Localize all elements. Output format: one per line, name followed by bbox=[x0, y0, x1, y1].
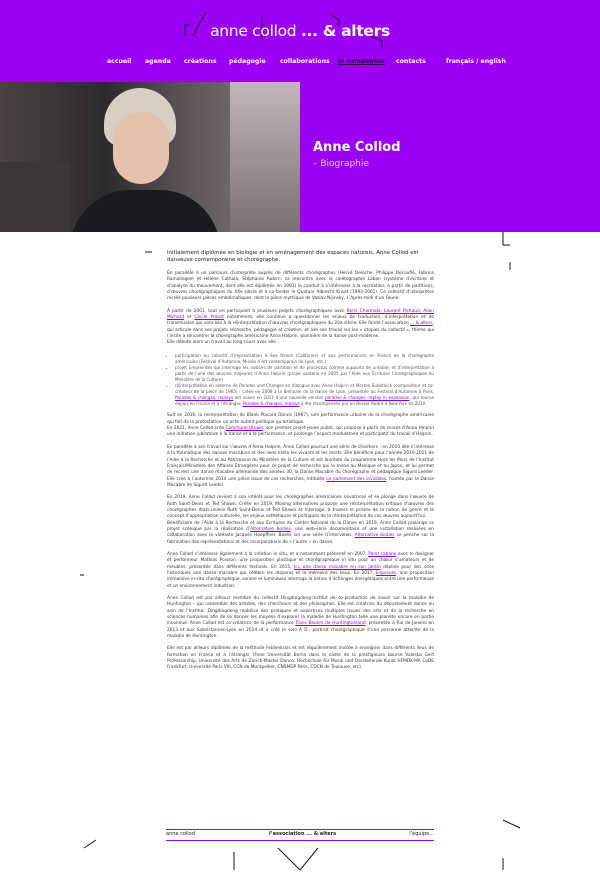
nav-creations[interactable]: créations bbox=[184, 58, 217, 65]
page-subtitle: – Biographie bbox=[313, 159, 369, 169]
portrait-photo bbox=[0, 82, 300, 232]
bio-paragraph-4: Suit en 2016, la reinterpretation de Blank Placard Dance (1967), une performance urbaine de la chorégraphe américaine qui fait de la protestation un acte autant politique qu’artistique. En 2021, Anne Collod crée Commune Utopie, son premier projet jeune public, qui propose à partir de scores d’Anna Halprin une initiation jubilatoire à la danse et à la performance, et prolonge l’aspect modulatoire et participatif du travail d’Halprin. bbox=[167, 413, 434, 438]
footer-link-anne-collod[interactable]: anne collod bbox=[166, 831, 195, 837]
bio-paragraph-6: En 2019, Anne Collod revient à son intérêt pour les chorégraphes américaines novatrices et se plonge dans l’œuvre de Ruth Saint-Denis et Ted Shawn. Créée en 2019, Moving alternatives propose une réinterprétation critique d’œuvres des chorégraphes états-uniens Ruth Saint-Denis et Ted Shawn et interroge, à travers le prisme de la notion de genre et le concept d’appropriation culturelle, les enjeux esthétiques et politiques de la réinterprétation de ces œuvres aujourd’hui. Bénéficiaire de l’Aide à la Recherche et aux Écritures du Centre National de la Danse en 2019, Anne Collod prolonge ce projet scénique par la réalisation d’Alternative bodies, une web-série documentaire et une installation réalisées en collaboration avec le vidéaste Jacques Hoepffner. Basée sur une série d’interviews, Alternative bodies se penche sur la fabrication des représentations et des incorporations de « l’autre » en danse. bbox=[167, 495, 434, 545]
bio-paragraph-7: Anne Collod s’intéresse également à la création in situ, et a notamment présenté en 2007, Parel cabane avec le designer et performeur Mathias Poisson, une proposition plastique et chorégraphique in situ pour un chœur d’amateurs et de meubles, présentée dans différents festivals. En 2015, Ici, une danse macabre en son jardin déploie pour des sites historiques une danse macabre qui célèbre les disparus et la mémoire des lieux. En 2017, Exposure, une proposition immersive in-situ chorégraphique, sonore et lumineuse interroge la notion d’échanges énergétiques entre une performeuse et un environnement industriel. bbox=[167, 551, 435, 589]
link-association[interactable]: ... & alters bbox=[410, 321, 433, 327]
bio-paragraph-9: Elle est par ailleurs diplômée de la méthode Feldenkrais et est régulièrement invitée à enseigner dans différents lieux de formation en France et à l’étranger (Freie Universität Berlin dans le cadre de la prestigieuse bourse Valeska Gert Professorship, Université des Arts de Zurich-Master Dance, Hochschule für Musik und Darstellende Kunst HFMDK-MA CoDE Frankfurt, Université Paris VIII, CCN de Montpellier, CNSMDP Paris, CDCN de Toulouse, etc). bbox=[167, 646, 434, 671]
bio-paragraph-8: Anne Collod est par ailleurs membre du collectif Dingdingdong-Institut de co-production de savoir sur la maladie de Huntington – qui rassemble des artistes, des chercheurs et des philosophes. Elle est créatrice du département danse au sein de l’Institut. Dingdingdong mobilise des pratiques et expertises multiples issues des arts et de la recherche en sciences humaines afin de se donner les moyens d’explorer la maladie de Huntington telle une planète encore en partie inconnue. Anne Collod est co-créatrice de la performance Trans Bauers de Huntingtonland, présentée à Rio de Janeiro en 2013 et aux Subsistances-Lyon en 2014 et a créé le solo À D., portrait chorégraphique d’une personne atteinte de la maladie de Huntington. bbox=[167, 596, 435, 640]
link-parlement-invisibles[interactable]: Le parlement des invisibles bbox=[326, 476, 387, 482]
nav-la-compagnie[interactable]: la compagnie bbox=[338, 58, 385, 65]
link-alternative-bodies[interactable]: Alternative bodies bbox=[250, 526, 291, 532]
site-logo[interactable] bbox=[0, 22, 600, 40]
link-parades-expansion[interactable]: parades & changes, replay in expansion bbox=[324, 395, 410, 401]
site-header bbox=[0, 0, 600, 82]
bio-paragraph-1: En parallèle à un parcours d’interprète auprès de différents chorégraphes (Hervé Deloche, Philippe Decouflé, Fabrice Ramalingom et Hélène Cathala, Stéphanie Aubin), sa rencontre avec la cinétographie Laban (système d’écriture et d’analyse du mouvement, dont elle est diplômée en 1993) la conduit à s’intéresser à la recréation, à partir de partitions, d’œuvres chorégraphiques du XXe siècle et à co-fonder le Quatuor Albrecht Knust (1993-2001). Ce collectif d’interprètes recrée plusieurs pièces emblématiques, dont la pièce mythique de Vaslav Nijinsky, L’Après-midi d’un Faune. bbox=[167, 270, 434, 302]
logo-name: anne collod bbox=[210, 22, 301, 40]
nav-collaborations[interactable]: collaborations bbox=[280, 58, 330, 65]
nav-language-switch[interactable]: français / english bbox=[446, 58, 506, 65]
list-item: • réinterprétation en externe de Parades and Changes en dialogue avec Anna Halprin et Morton Subotnick (compositeur et co-créateur de la pièce de 1965) : créée en 2008 à la Biennale de la danse de Lyon, présentée au Festival d’Automne à Paris, Parades & changes, replays est suivie en 2011 d’une nouvelle version parades & changes, replay in expansion, qui tourne depuis en France et à l’étranger. Parades & changes, replays a été récompensée par un Bessie Award à New-York en 2010. bbox=[175, 383, 434, 407]
link-alternative-bodies-2[interactable]: Alternative bodies bbox=[354, 533, 395, 539]
main-nav bbox=[0, 58, 600, 72]
biography-content bbox=[167, 250, 434, 678]
nav-contacts[interactable]: contacts bbox=[396, 58, 426, 65]
link-parades-replays[interactable]: Parades & changes, replays bbox=[242, 401, 300, 407]
projects-list bbox=[167, 353, 434, 408]
link-huntingtonland[interactable]: Trans Bauers de Huntingtonland bbox=[295, 621, 366, 627]
intro-paragraph: Initialement diplômée en biologie et en aménagement des espaces naturels, Anne Collod est danseuse contemporaine et chorégraphe. bbox=[167, 250, 419, 264]
nav-agenda[interactable]: agenda bbox=[145, 58, 171, 65]
nav-pedagogie[interactable]: pédagogie bbox=[229, 58, 266, 65]
page-title: Anne Collod bbox=[313, 140, 401, 155]
link-parades-changes[interactable]: Parades & changes, replays bbox=[175, 395, 234, 401]
list-item: • projet Empreintes qui interroge les notions de partition et de processus comme supports de création et d’interprétation à partir de l’une des œuvres majeures d’Anna Halprin (projet soutenu en 2005 par l’Aide aux Écritures Chorégraphiques du Ministère de la Culture) bbox=[175, 365, 434, 383]
footer-nav bbox=[166, 829, 434, 841]
nav-accueil[interactable]: accueil bbox=[107, 58, 132, 65]
link-danse-macabre[interactable]: Ici, une danse macabre en son jardin bbox=[294, 564, 381, 570]
bio-paragraph-5: En parallèle à son travail sur l’œuvre d’Anna Halprin, Anne Collod poursuit une série de chantiers : en 2010 elle s’intéresse à la thématique des danses macabres et des liens entre les vivants et les morts. Elle bénéficie pour l’année 2010-2011 de l’Aide à la Recherche et au Patrimoine du Ministère de la Culture et est lauréate du programme Hors les Murs de l’Institut Français/Ministère des Affaires Étrangères pour ce projet de recherche qui la mène au Mexique et au Japon, et lui permet de recréer une danse macabre allemande des années 30, la Danse Macabre du chorégraphe et pédagogue Sigurd Leeder. Elle crée à l’automne 2014 une pièce issue de ces recherches, intitulée Le parlement des invisibles, hantée par la Danse Macabre de Sigurd Leeder. bbox=[167, 444, 434, 488]
link-commune-utopie[interactable]: Commune Utopie bbox=[225, 426, 264, 432]
link-parel-cabane[interactable]: Parel cabane bbox=[368, 551, 397, 557]
list-item: • participation au collectif d’improvisation à Sea Ranch (Californie) et aux performances en France de la chorégraphe américaine (Festival d’Automne, Musée d’Art contemporain de Lyon, etc.) bbox=[175, 353, 434, 365]
footer-link-association[interactable]: l’association ... & alters bbox=[269, 831, 337, 837]
bio-paragraph-2: À partir de 2001, tout en participant à plusieurs projets chorégraphiques avec Boris Charmatz, Laurent Pichaud, Alain Michard et Cécile Proust notamment, elle continue à questionner les enjeux de traduction, d’interprétation et de transmission qui sont liés à la réinterprétation d’œuvres chorégraphiques du 20e siècle. Elle fonde l’association ... & alters, qui articule dans ses projets recherche, pédagogie et création, et axe son travail sur les « utopies du collectif », thème qui l’incite à rencontrer la chorégraphe américaine Anna Halprin, pionnière de la danse post-moderne. Elle débute alors un travail au long cours avec elle : bbox=[167, 308, 435, 346]
link-collaborators[interactable]: Boris Charmatz, Laurent Pichaud, Alain Michard bbox=[167, 308, 434, 320]
footer-link-equipe[interactable]: l’équipe... bbox=[409, 831, 434, 837]
link-exposure[interactable]: Exposure bbox=[376, 571, 396, 576]
hero-banner bbox=[0, 82, 600, 232]
link-cecile-proust[interactable]: Cécile Proust bbox=[194, 314, 224, 320]
bio-paragraph-3: Elle débute alors un travail au long cours avec elle : bbox=[167, 340, 279, 346]
logo-suffix: ... & alters bbox=[300, 22, 390, 40]
